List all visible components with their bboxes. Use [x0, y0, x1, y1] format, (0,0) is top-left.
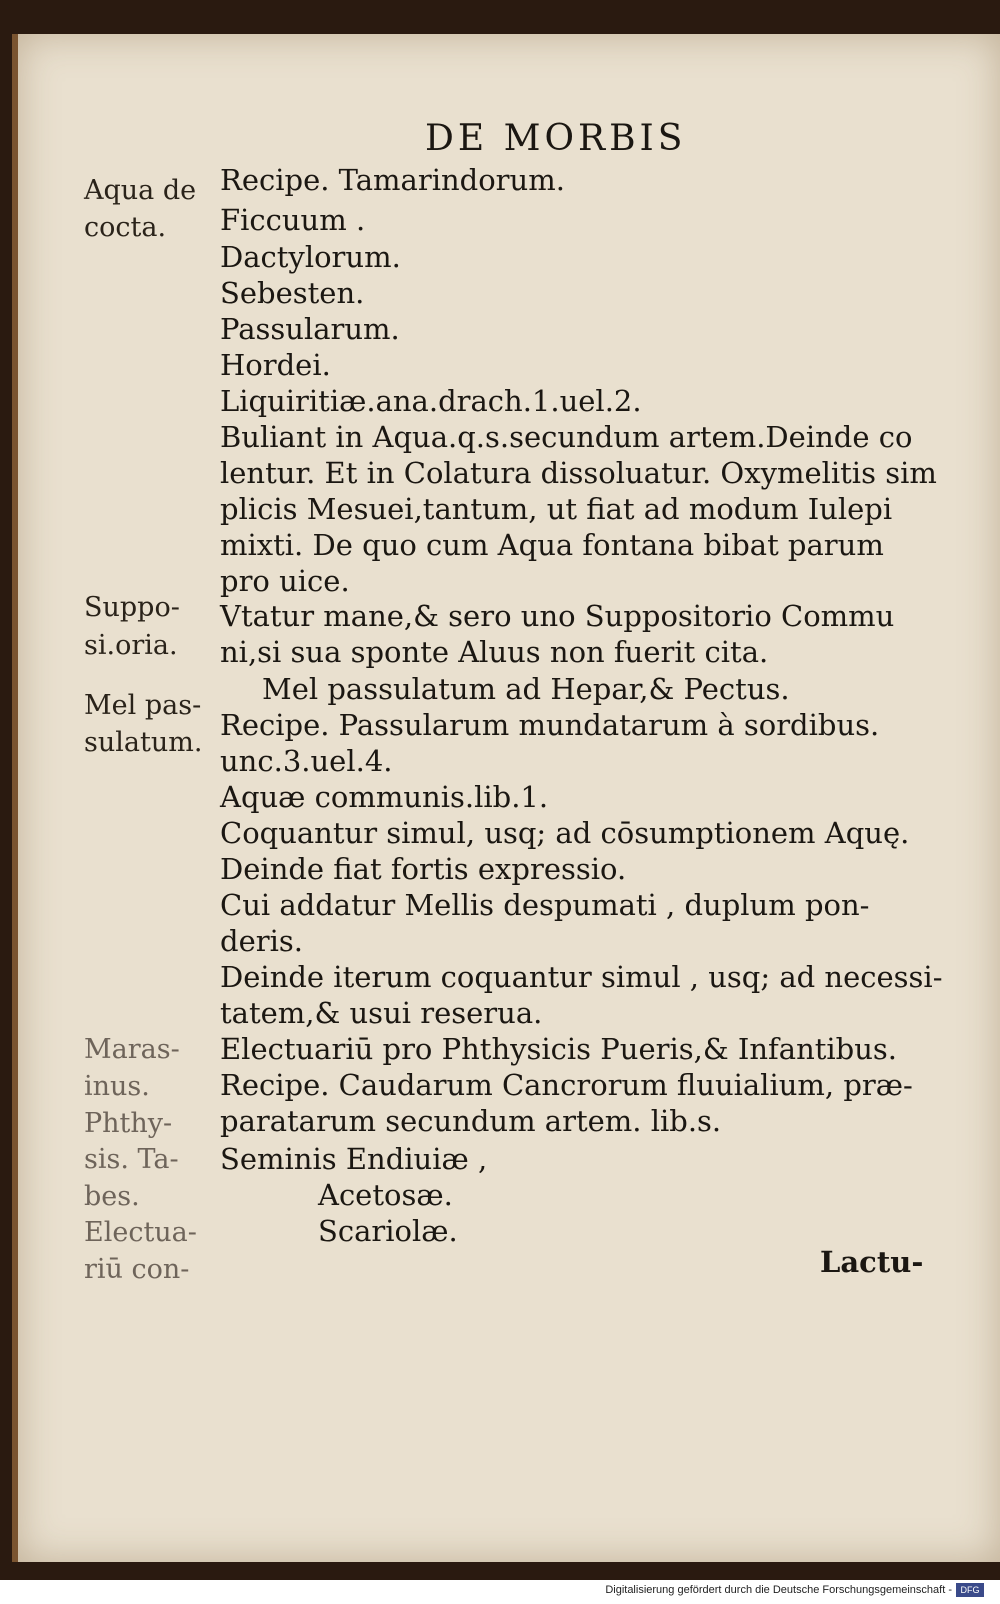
text-line: paratarum secundum artem. lib.s. — [220, 1104, 722, 1138]
dfg-logo: DFG — [956, 1583, 984, 1597]
catchword: Lactu- — [820, 1245, 924, 1279]
page-header: DE MORBIS — [425, 118, 687, 159]
text-line: Cui addatur Mellis despumati , duplum pon- — [220, 888, 870, 922]
margin-note: sis. Ta- — [84, 1144, 179, 1175]
text-line: Scariolæ. — [318, 1214, 458, 1248]
text-line: pro uice. — [220, 564, 350, 598]
margin-note: Mel pas- — [84, 690, 202, 721]
margin-note: Phthy- — [84, 1108, 173, 1139]
text-line: Coquantur simul, usq; ad cōsumptionem Aquę. — [220, 816, 910, 850]
margin-note: sulatum. — [84, 727, 203, 758]
margin-note: inus. — [84, 1071, 150, 1102]
text-line: Deinde iterum coquantur simul , usq; ad necessi- — [220, 960, 943, 994]
text-line: Recipe. Caudarum Cancrorum fluuialium, præ- — [220, 1068, 913, 1102]
margin-note: si.oria. — [84, 630, 178, 661]
digitization-credit: Digitalisierung gefördert durch die Deutsche Forschungsgemeinschaft - — [605, 1584, 952, 1596]
text-line: Hordei. — [220, 348, 331, 382]
text-line: lentur. Et in Colatura dissoluatur. Oxymelitis sim — [220, 456, 937, 490]
text-line: Buliant in Aqua.q.s.secundum artem.Deinde co — [220, 420, 913, 454]
text-line: Ficcuum . — [220, 203, 366, 237]
text-line: unc.3.uel.4. — [220, 744, 393, 778]
margin-note: cocta. — [84, 212, 167, 243]
text-line: Vtatur mane,& sero uno Suppositorio Commu — [220, 599, 895, 633]
text-line: deris. — [220, 924, 303, 958]
margin-note: bes. — [84, 1181, 140, 1212]
text-line: mixti. De quo cum Aqua fontana bibat parum — [220, 528, 884, 562]
text-line: Recipe. Tamarindorum. — [220, 163, 565, 197]
text-line: tatem,& usui reserua. — [220, 996, 543, 1030]
text-line: Dactylorum. — [220, 240, 401, 274]
margin-note: riū con- — [84, 1254, 190, 1285]
text-line: Sebesten. — [220, 276, 365, 310]
text-line: Liquiritiæ.ana.drach.1.uel.2. — [220, 384, 642, 418]
margin-note: Suppo- — [84, 592, 180, 623]
margin-note: Aqua de — [84, 175, 197, 206]
text-line: Recipe. Passularum mundatarum à sordibus. — [220, 708, 880, 742]
text-line: Aquæ communis.lib.1. — [220, 780, 549, 814]
section-heading: Electuariū pro Phthysicis Pueris,& Infantibus. — [220, 1032, 898, 1066]
text-line: Passularum. — [220, 312, 400, 346]
text-line: Deinde fiat fortis expressio. — [220, 852, 627, 886]
text-line: Seminis Endiuiæ , — [220, 1142, 488, 1176]
section-heading: Mel passulatum ad Hepar,& Pectus. — [262, 672, 790, 706]
text-line: ni,si sua sponte Aluus non fuerit cita. — [220, 635, 769, 669]
text-line: plicis Mesuei,tantum, ut fiat ad modum Iulepi — [220, 492, 893, 526]
margin-note: Electua- — [84, 1217, 197, 1248]
text-line: Acetosæ. — [318, 1178, 453, 1212]
margin-note: Maras- — [84, 1034, 180, 1065]
